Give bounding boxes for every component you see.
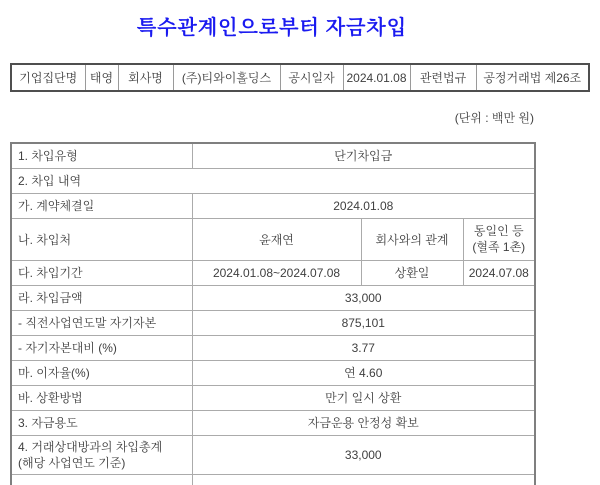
borrow-amount-label: 라. 차입금액 [11,285,192,310]
row-equity-ratio [11,335,535,360]
relation-value-line1: 동일인 등 [473,224,524,238]
relation-value-line2: (혈족 1촌) [472,240,526,254]
equity-label: - 직전사업연도말 자기자본 [11,310,192,335]
row-fund-purpose [11,410,535,435]
main-table [10,142,536,485]
relation-label: 회사와의 관계 [361,218,463,260]
row-borrow-type [11,143,535,168]
borrow-detail-label: 2. 차입 내역 [11,168,535,193]
meta-date-label: 공시일자 [280,64,343,91]
borrow-period-value: 2024.01.08~2024.07.08 [192,260,361,285]
interest-rate-label: 마. 이자율(%) [11,360,192,385]
contract-date-label: 가. 계약체결일 [11,193,192,218]
lender-value: 윤재연 [192,218,361,260]
meta-group-value: 태영 [85,64,118,91]
next-partial-value-cell [192,474,535,485]
row-next-partial [11,474,535,485]
equity-value: 875,101 [192,310,535,335]
meta-date-value: 2024.01.08 [343,64,410,91]
interest-rate-value: 연 4.60 [192,360,535,385]
meta-law-label: 관련법규 [410,64,476,91]
equity-ratio-value: 3.77 [192,335,535,360]
meta-group-label: 기업집단명 [11,64,85,91]
total-borrowing-label-line2: (해당 사업연도 기준) [18,455,126,470]
title-row [10,11,534,40]
borrow-period-label: 다. 차입기간 [11,260,192,285]
row-lender [11,218,535,260]
page-title: 특수관계인으로부터 자금차입 [136,17,408,39]
repay-method-value: 만기 일시 상환 [192,385,535,410]
borrow-type-value: 단기차입금 [192,143,535,168]
lender-label: 나. 차입처 [11,218,192,260]
row-borrow-period [11,260,535,285]
contract-date-value: 2024.01.08 [192,193,535,218]
total-borrowing-value: 33,000 [192,435,535,474]
repay-date-value: 2024.07.08 [463,260,535,285]
row-contract-date [11,193,535,218]
unit-note: (단위 : 백만 원) [454,111,534,125]
meta-law-value: 공정거래법 제26조 [476,64,589,91]
meta-table [10,63,590,92]
row-borrow-amount [11,285,535,310]
fund-purpose-value: 자금운용 안정성 확보 [192,410,535,435]
borrow-type-label: 1. 차입유형 [11,143,192,168]
repay-method-label: 바. 상환방법 [11,385,192,410]
borrow-amount-value: 33,000 [192,285,535,310]
total-borrowing-label-line1: 4. 거래상대방과의 차입총계 [18,439,163,454]
meta-row [11,64,589,91]
total-borrowing-label [11,435,192,474]
meta-company-value: (주)티와이홀딩스 [173,64,280,91]
repay-date-label: 상환일 [361,260,463,285]
relation-value [463,218,535,260]
meta-company-label: 회사명 [118,64,173,91]
row-borrow-detail-header [11,168,535,193]
row-interest-rate [11,360,535,385]
row-total-borrowing [11,435,535,474]
next-partial-label-cell [11,474,192,485]
fund-purpose-label: 3. 자금용도 [11,410,192,435]
equity-ratio-label: - 자기자본대비 (%) [11,335,192,360]
row-repay-method [11,385,535,410]
row-equity [11,310,535,335]
